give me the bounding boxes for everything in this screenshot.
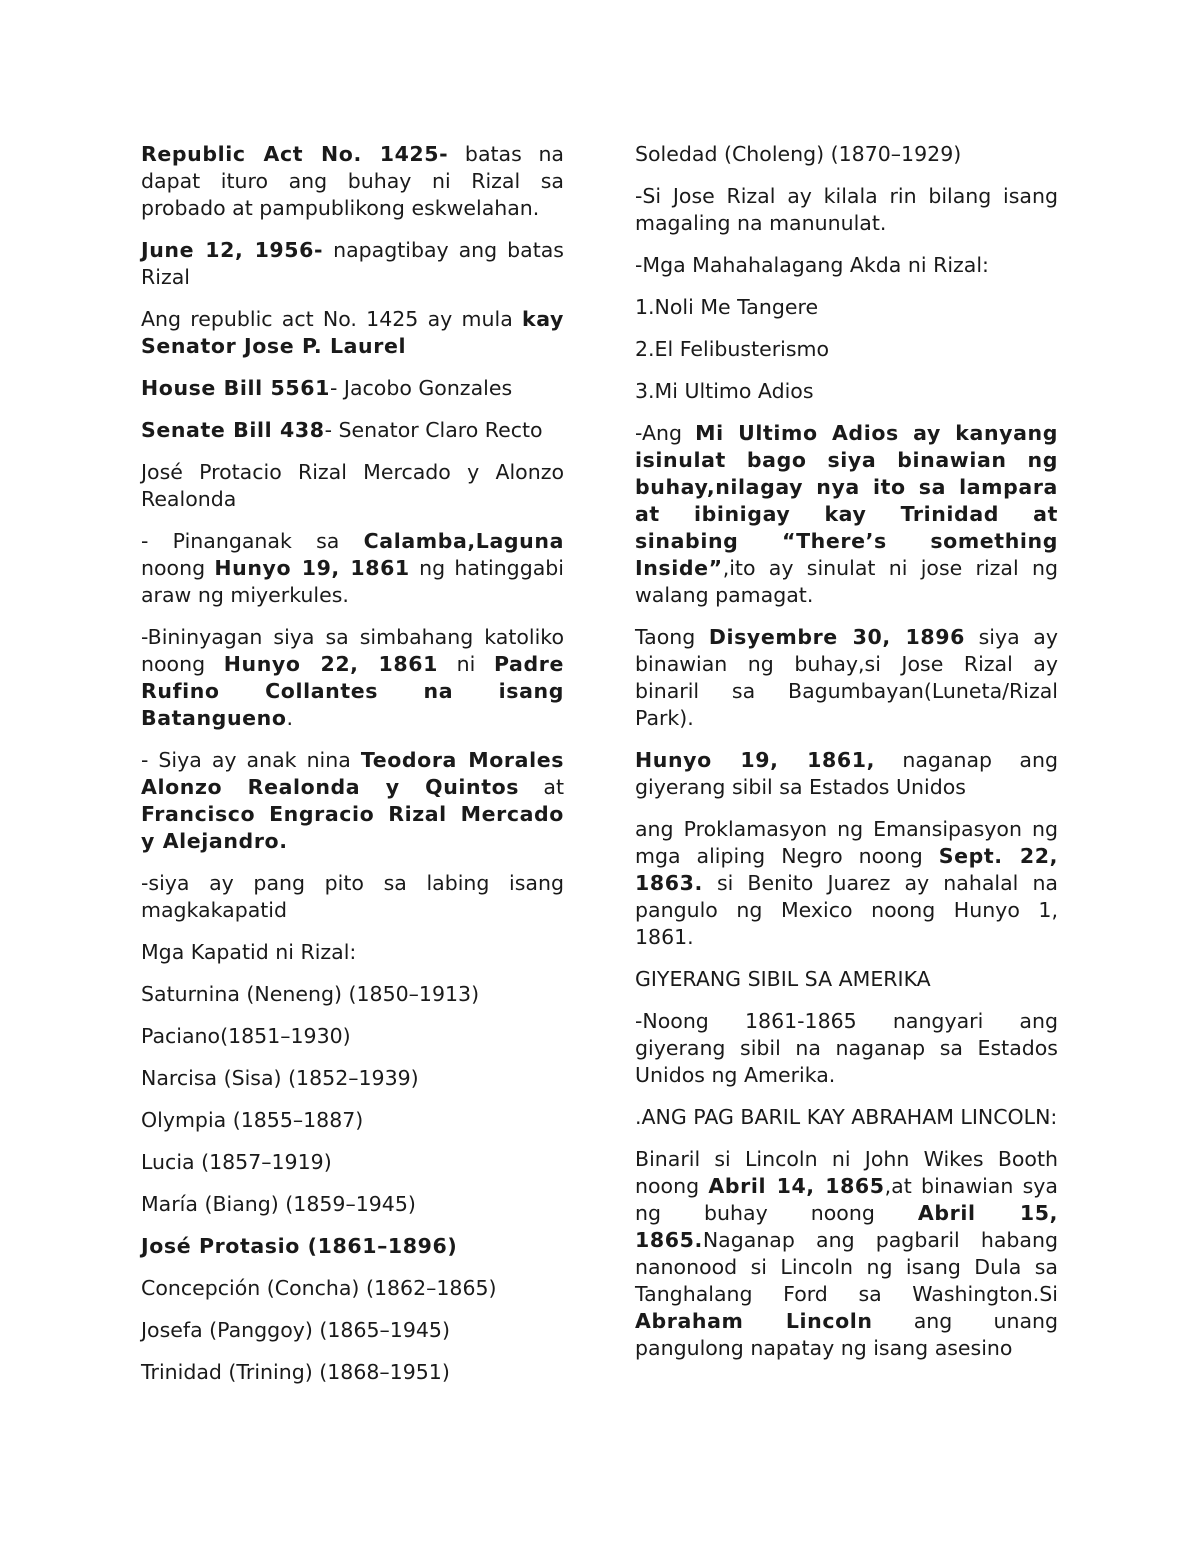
paragraph xyxy=(141,306,564,360)
bold-text: Padre Rufino Collantes na isang Batangueno xyxy=(141,652,564,730)
text-run: napagtibay ang batas Rizal xyxy=(141,238,564,289)
text-run: .ANG PAG BARIL KAY ABRAHAM LINCOLN: xyxy=(635,1105,1058,1129)
text-run: . xyxy=(286,706,294,730)
paragraph xyxy=(141,747,564,855)
bold-text: Abraham Lincoln xyxy=(635,1309,873,1333)
bold-text: Disyembre 30, 1896 xyxy=(708,625,966,649)
paragraph xyxy=(141,1107,564,1134)
bold-text: Francisco Engracio Rizal Mercado y Alejandro. xyxy=(141,802,564,853)
paragraph xyxy=(635,141,1058,168)
paragraph xyxy=(635,378,1058,405)
text-run: Soledad (Choleng) (1870–1929) xyxy=(635,142,962,166)
text-run: Mga Kapatid ni Rizal: xyxy=(141,940,357,964)
bold-text: Hunyo 19, 1861, xyxy=(635,748,875,772)
text-run: Narcisa (Sisa) (1852–1939) xyxy=(141,1066,419,1090)
paragraph xyxy=(141,1359,564,1386)
text-run: -Si Jose Rizal ay kilala rin bilang isang magaling na manunulat. xyxy=(635,184,1058,235)
text-run: 1.Noli Me Tangere xyxy=(635,295,819,319)
bold-text: Senate Bill 438 xyxy=(141,418,325,442)
paragraph xyxy=(635,747,1058,801)
bold-text: Hunyo 22, 1861 xyxy=(223,652,438,676)
paragraph xyxy=(635,252,1058,279)
paragraph xyxy=(141,141,564,222)
paragraph xyxy=(141,1149,564,1176)
text-run: si Benito Juarez ay nahalal na pangulo ng Mexico noong Hunyo 1, 1861. xyxy=(635,871,1058,949)
paragraph xyxy=(635,183,1058,237)
paragraph xyxy=(635,816,1058,951)
text-run: - Senator Claro Recto xyxy=(324,418,543,442)
paragraph xyxy=(635,294,1058,321)
text-run: -siya ay pang pito sa labing isang magkakapatid xyxy=(141,871,564,922)
bold-text: José Protasio (1861–1896) xyxy=(141,1234,458,1258)
text-run: noong xyxy=(141,556,215,580)
bold-text: Abril 15, 1865. xyxy=(635,1201,1058,1252)
right-column xyxy=(635,141,1058,1377)
text-run: ang Proklamasyon ng Emansipasyon ng mga aliping Negro noong xyxy=(635,817,1058,868)
bold-text: Mi Ultimo Adios ay kanyang isinulat bago siya binawian ng buhay,nilagay nya ito sa lampara at ibinigay kay Trinidad at sinabing “There’s something Inside” xyxy=(635,421,1058,580)
text-run: 2.El Felibusterismo xyxy=(635,337,830,361)
text-run: ng hatinggabi araw ng miyerkules. xyxy=(141,556,564,607)
paragraph xyxy=(635,420,1058,609)
text-run: ,at binawian sya ng buhay noong xyxy=(635,1174,1058,1225)
text-run: Saturnina (Neneng) (1850–1913) xyxy=(141,982,480,1006)
text-run: José Protacio Rizal Mercado y Alonzo Realonda xyxy=(141,460,564,511)
paragraph xyxy=(141,981,564,1008)
text-run: Naganap ang pagbaril habang nanonood si Lincoln ng isang Dula sa Tanghalang Ford sa Washington.Si xyxy=(635,1228,1058,1306)
paragraph xyxy=(635,1146,1058,1362)
text-run: 3.Mi Ultimo Adios xyxy=(635,379,814,403)
paragraph xyxy=(141,870,564,924)
paragraph xyxy=(635,336,1058,363)
text-run: at xyxy=(519,775,564,799)
paragraph xyxy=(141,624,564,732)
paragraph xyxy=(635,1104,1058,1131)
text-run: Josefa (Panggoy) (1865–1945) xyxy=(141,1318,450,1342)
bold-text: Abril 14, 1865 xyxy=(708,1174,885,1198)
text-run: - Siya ay anak nina xyxy=(141,748,361,772)
paragraph xyxy=(635,1008,1058,1089)
text-run: ang unang pangulong napatay ng isang asesino xyxy=(635,1309,1059,1360)
text-run: -Bininyagan siya sa simbahang katoliko noong xyxy=(141,625,564,676)
bold-text: Calamba,Laguna xyxy=(363,529,564,553)
bold-text: kay Senator Jose P. Laurel xyxy=(141,307,564,358)
paragraph xyxy=(141,1191,564,1218)
text-run: Olympia (1855–1887) xyxy=(141,1108,364,1132)
text-run: Binaril si Lincoln ni John Wikes Booth noong xyxy=(635,1147,1058,1198)
paragraph xyxy=(141,375,564,402)
paragraph xyxy=(635,966,1058,993)
paragraph xyxy=(141,1233,564,1260)
paragraph xyxy=(635,624,1058,732)
bold-text: House Bill 5561 xyxy=(141,376,330,400)
text-run: GIYERANG SIBIL SA AMERIKA xyxy=(635,967,931,991)
text-run: María (Biang) (1859–1945) xyxy=(141,1192,416,1216)
text-run: Trinidad (Trining) (1868–1951) xyxy=(141,1360,450,1384)
text-run: ,ito ay sinulat ni jose rizal ng walang pamagat. xyxy=(635,556,1058,607)
text-run: -Noong 1861-1865 nangyari ang giyerang sibil na naganap sa Estados Unidos ng Amerika. xyxy=(635,1009,1058,1087)
paragraph xyxy=(141,1275,564,1302)
text-run: naganap ang giyerang sibil sa Estados Unidos xyxy=(635,748,1058,799)
text-run: ni xyxy=(437,652,494,676)
text-run: -Ang xyxy=(635,421,696,445)
paragraph xyxy=(141,528,564,609)
bold-text: Sept. 22, 1863. xyxy=(635,844,1058,895)
text-run: Concepción (Concha) (1862–1865) xyxy=(141,1276,497,1300)
bold-text: June 12, 1956- xyxy=(141,238,324,262)
text-run: Lucia (1857–1919) xyxy=(141,1150,332,1174)
text-run: Taong xyxy=(635,625,709,649)
paragraph xyxy=(141,1023,564,1050)
paragraph xyxy=(141,417,564,444)
text-run: - Pinanganak sa xyxy=(141,529,364,553)
bold-text: Hunyo 19, 1861 xyxy=(214,556,410,580)
bold-text: Republic Act No. 1425- xyxy=(141,142,449,166)
text-run: batas na dapat ituro ang buhay ni Rizal sa probado at pampublikong eskwelahan. xyxy=(141,142,564,220)
bold-text: Teodora Morales Alonzo Realonda y Quintos xyxy=(141,748,564,799)
text-run: Ang republic act No. 1425 ay mula xyxy=(141,307,522,331)
paragraph xyxy=(141,1317,564,1344)
text-run: -Mga Mahahalagang Akda ni Rizal: xyxy=(635,253,989,277)
left-column xyxy=(141,141,564,1401)
paragraph xyxy=(141,237,564,291)
text-run: - Jacobo Gonzales xyxy=(329,376,513,400)
text-run: siya ay binawian ng buhay,si Jose Rizal ay binaril sa Bagumbayan(Luneta/Rizal Park). xyxy=(635,625,1058,730)
paragraph xyxy=(141,459,564,513)
text-run: Paciano(1851–1930) xyxy=(141,1024,351,1048)
paragraph xyxy=(141,1065,564,1092)
paragraph xyxy=(141,939,564,966)
